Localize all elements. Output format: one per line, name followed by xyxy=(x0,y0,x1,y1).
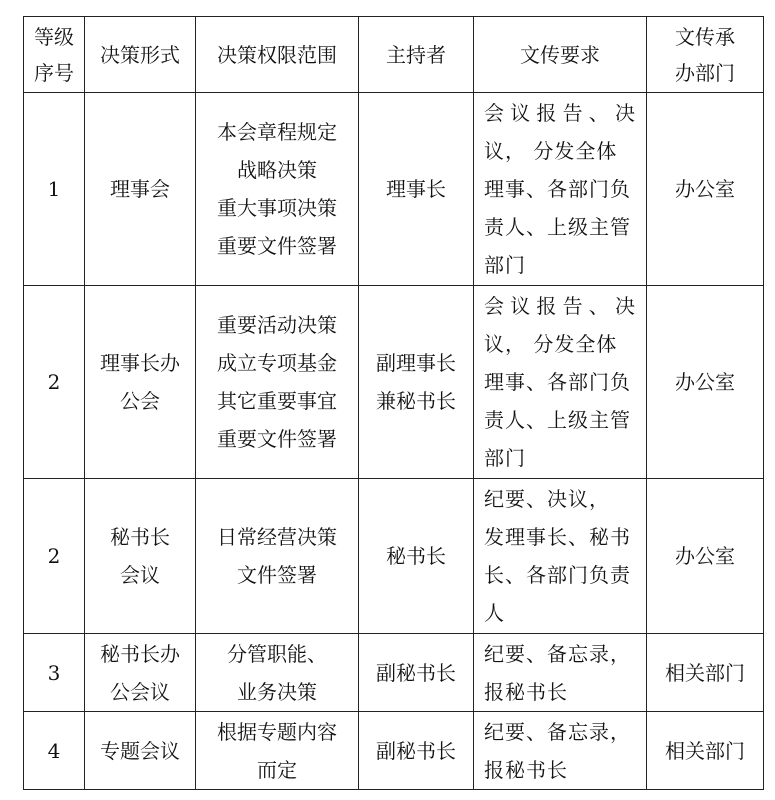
header-document-requirements: 文传要求 xyxy=(474,17,647,93)
host: 理事长 xyxy=(359,93,474,286)
decision-form: 秘书长 会议 xyxy=(85,479,196,634)
table-row xyxy=(24,634,764,712)
decision-form: 理事会 xyxy=(85,93,196,286)
document-requirements: 纪要、备忘录， 报秘书长 xyxy=(474,712,647,790)
decision-scope: 分管职能、 业务决策 xyxy=(196,634,359,712)
header-decision-form: 决策形式 xyxy=(85,17,196,93)
decision-scope: 本会章程规定 战略决策 重大事项决策 重要文件签署 xyxy=(196,93,359,286)
host: 副秘书长 xyxy=(359,712,474,790)
decision-scope: 根据专题内容 而定 xyxy=(196,712,359,790)
responsible-department: 办公室 xyxy=(647,479,764,634)
responsible-department: 相关部门 xyxy=(647,634,764,712)
row-number: 4 xyxy=(24,712,85,790)
document-requirements: 会议报告、决 议， 分发全体 理事、各部门负 责人、上级主管 部门 xyxy=(474,286,647,479)
document-requirements: 会议报告、决 议， 分发全体 理事、各部门负 责人、上级主管 部门 xyxy=(474,93,647,286)
responsible-department: 办公室 xyxy=(647,93,764,286)
header-responsible-department: 文传承 办部门 xyxy=(647,17,764,93)
header-level-number: 等级 序号 xyxy=(24,17,85,93)
row-number: 2 xyxy=(24,479,85,634)
header-row xyxy=(24,17,764,93)
table-row xyxy=(24,479,764,634)
document-requirements: 纪要、备忘录， 报秘书长 xyxy=(474,634,647,712)
host: 秘书长 xyxy=(359,479,474,634)
responsible-department: 相关部门 xyxy=(647,712,764,790)
table-row xyxy=(24,712,764,790)
table-row xyxy=(24,93,764,286)
row-number: 1 xyxy=(24,93,85,286)
decision-form: 秘书长办 公会议 xyxy=(85,634,196,712)
row-number: 3 xyxy=(24,634,85,712)
decision-form: 理事长办 公会 xyxy=(85,286,196,479)
responsible-department: 办公室 xyxy=(647,286,764,479)
row-number: 2 xyxy=(24,286,85,479)
decision-scope: 重要活动决策 成立专项基金 其它重要事宜 重要文件签署 xyxy=(196,286,359,479)
table-row xyxy=(24,286,764,479)
host: 副秘书长 xyxy=(359,634,474,712)
header-decision-scope: 决策权限范围 xyxy=(196,17,359,93)
decision-scope: 日常经营决策 文件签署 xyxy=(196,479,359,634)
decision-authority-table xyxy=(23,16,764,790)
header-host: 主持者 xyxy=(359,17,474,93)
host: 副理事长 兼秘书长 xyxy=(359,286,474,479)
decision-form: 专题会议 xyxy=(85,712,196,790)
document-requirements: 纪要、决议， 发理事长、秘书 长、各部门负责 人 xyxy=(474,479,647,634)
